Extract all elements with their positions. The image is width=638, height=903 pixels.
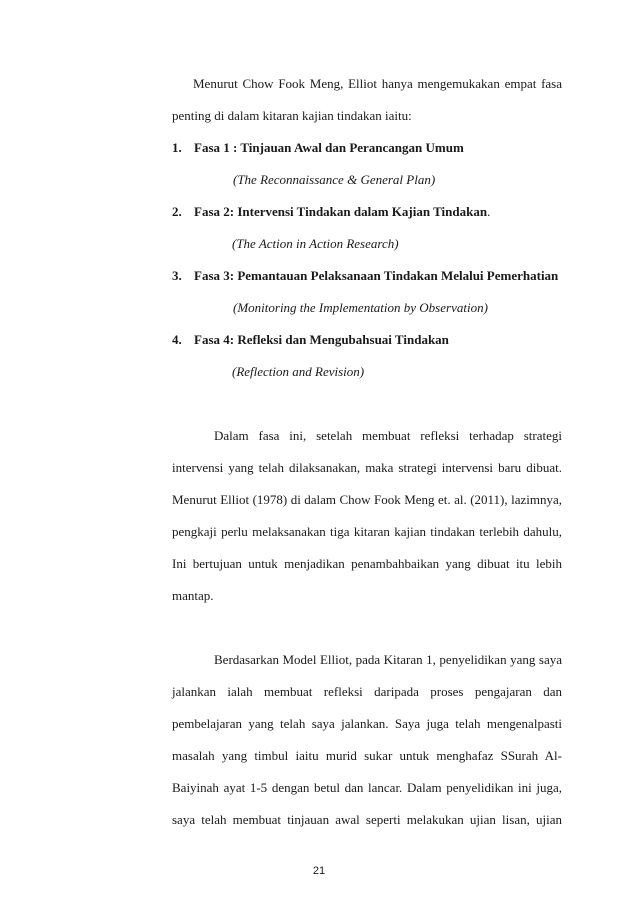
- phase-3-number: 3.: [172, 268, 182, 283]
- phase-2-heading: 2. Fasa 2: Intervensi Tindakan dalam Kajian Tindakan.: [172, 204, 491, 219]
- paragraph-1-line-1: Dalam fasa ini, setelah membuat refleksi terhadap strategi: [214, 428, 562, 443]
- phase-2-title: Fasa 2: Intervensi Tindakan dalam Kajian Tindakan: [194, 204, 488, 219]
- paragraph-2-line-5: Baiyinah ayat 1-5 dengan betul dan lancar. Dalam penyelidikan ini juga,: [172, 780, 562, 795]
- paragraph-2-line-6: saya telah membuat tinjauan awal seperti melakukan ujian lisan, ujian: [172, 812, 562, 827]
- paragraph-1-line-6: mantap.: [172, 588, 214, 603]
- phase-3-subtitle: (Monitoring the Implementation by Observation): [233, 300, 488, 315]
- paragraph-1-line-5: Ini bertujuan untuk menjadikan penambahbaikan yang dibuat itu lebih: [172, 556, 562, 571]
- paragraph-1-line-3: Menurut Elliot (1978) di dalam Chow Fook Meng et. al. (2011), lazimnya,: [172, 492, 562, 507]
- paragraph-2-line-2: jalankan ialah membuat refleksi daripada proses pengajaran dan: [172, 684, 562, 699]
- phase-4-number: 4.: [172, 332, 182, 347]
- phase-1-title: Fasa 1 : Tinjauan Awal dan Perancangan Umum: [194, 140, 464, 155]
- paragraph-2-line-1: Berdasarkan Model Elliot, pada Kitaran 1, penyelidikan yang saya: [214, 652, 562, 667]
- intro-line-1: Menurut Chow Fook Meng, Elliot hanya mengemukakan empat fasa: [193, 76, 562, 91]
- phase-4-heading: [172, 332, 562, 348]
- paragraph-2-line-3: pembelajaran yang telah saya jalankan. Saya juga telah mengenalpasti: [172, 716, 562, 731]
- intro-line-2: penting di dalam kitaran kajian tindakan iaitu:: [172, 108, 412, 123]
- phase-4-title: Fasa 4: Refleksi dan Mengubahsuai Tindakan: [194, 332, 449, 347]
- phase-2-number: 2.: [172, 204, 182, 219]
- paragraph-2-line-4: masalah yang timbul iaitu murid sukar untuk menghafaz SSurah Al-: [172, 748, 562, 763]
- phase-2-subtitle: (The Action in Action Research): [232, 236, 399, 251]
- page-number: 21: [312, 865, 326, 877]
- paragraph-1-line-4: pengkaji perlu melaksanakan tiga kitaran kajian tindakan terlebih dahulu,: [172, 524, 562, 539]
- phase-4-subtitle: (Reflection and Revision): [232, 364, 365, 379]
- phase-1-subtitle: (The Reconnaissance & General Plan): [233, 172, 436, 187]
- phase-3-heading: [172, 268, 562, 284]
- paragraph-1-line-2: intervensi yang telah dilaksanakan, maka strategi intervensi baru dibuat.: [172, 460, 562, 475]
- phase-3-title: Fasa 3: Pemantauan Pelaksanaan Tindakan Melalui Pemerhatian: [194, 268, 559, 283]
- phase-1-heading: [172, 140, 562, 156]
- phase-1-number: 1.: [172, 140, 182, 155]
